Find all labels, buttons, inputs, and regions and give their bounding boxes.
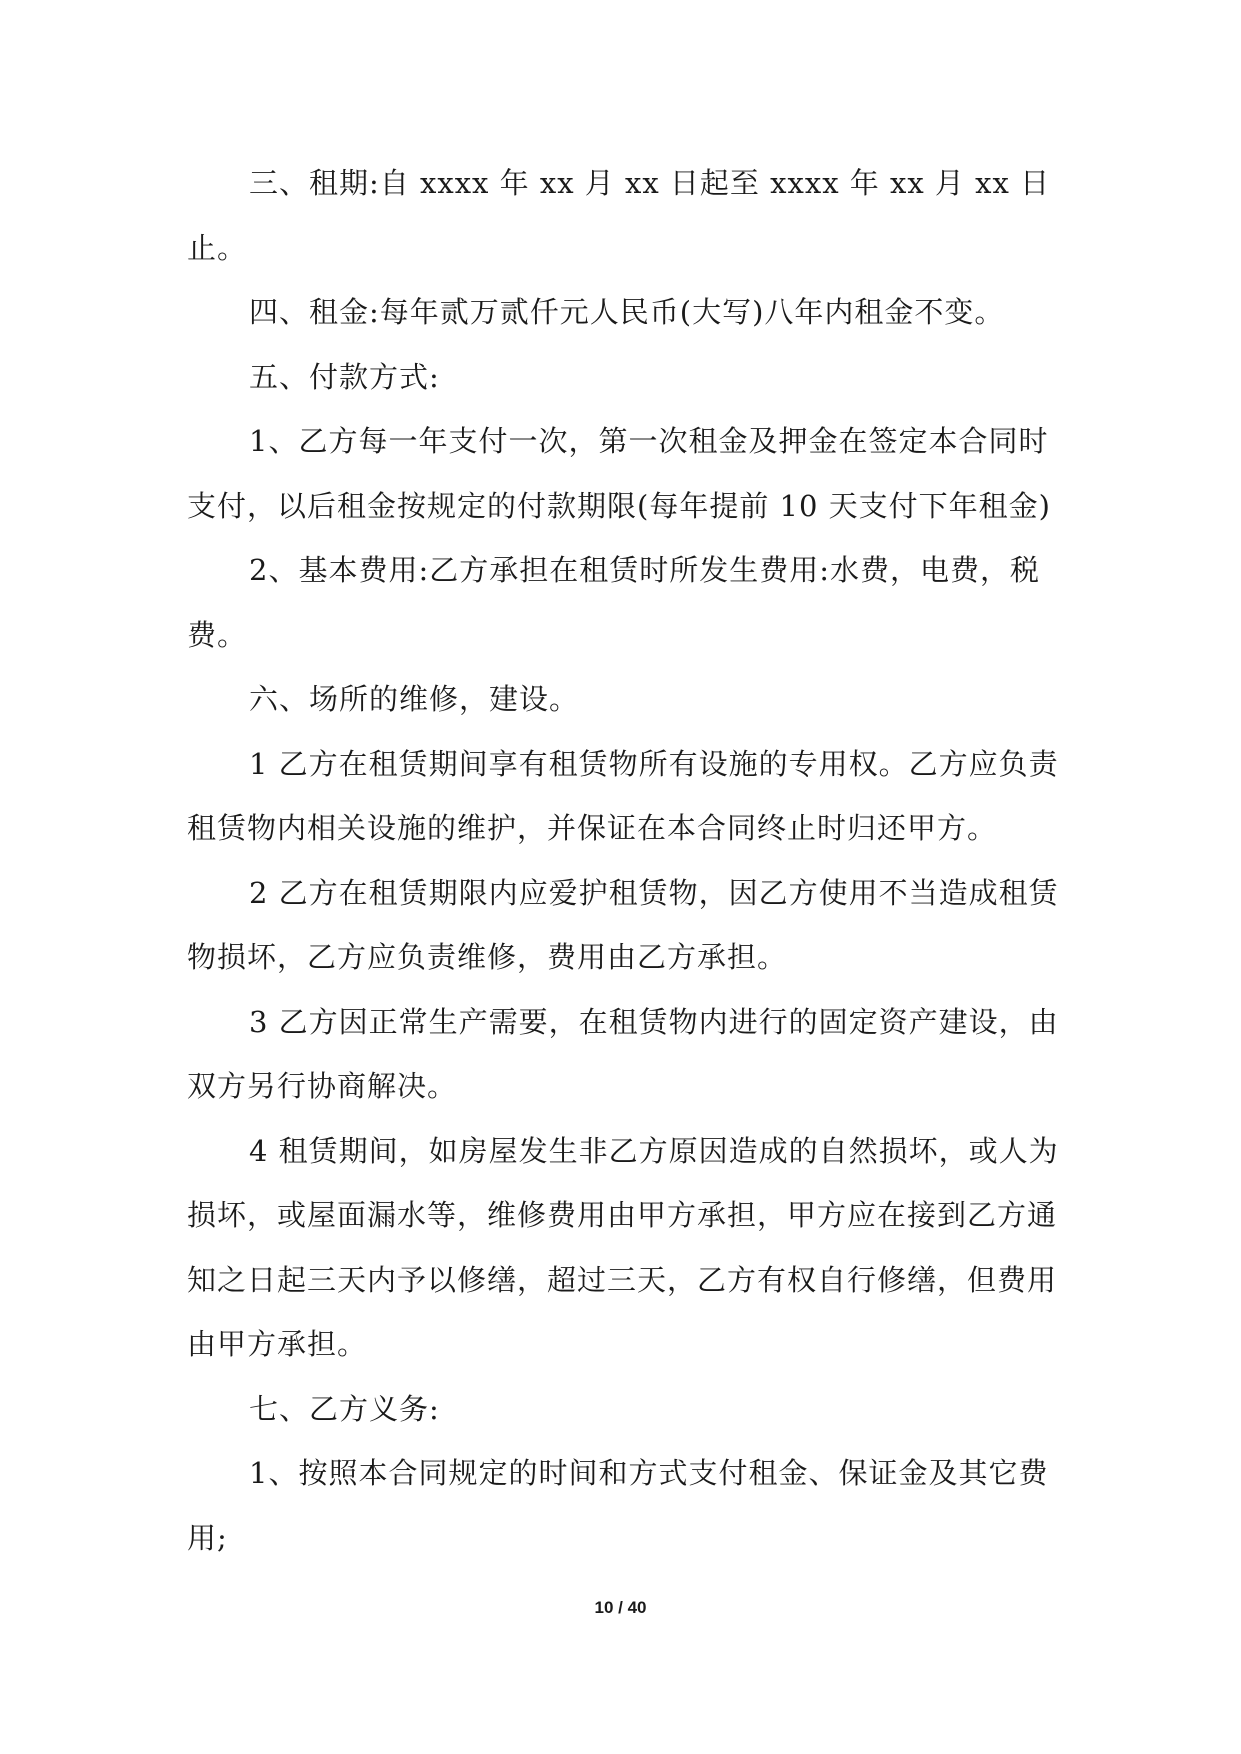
clause-lease-term: 三、租期:自 xxxx 年 xx 月 xx 日起至 xxxx 年 xx 月 xx 日止。	[187, 166, 1051, 265]
clause-payment-heading: 五、付款方式:	[249, 359, 440, 394]
clause-maintenance-item-1: 1 乙方在租赁期间享有租赁物所有设施的专用权。乙方应负责租赁物内相关设施的维护，并保证在本合同终止时归还甲方。	[187, 746, 1059, 845]
clause-payment-item-1: 1、乙方每一年支付一次，第一次租金及押金在签定本合同时支付，以后租金按规定的付款期限(每年提前 10 天支付下年租金)	[187, 424, 1051, 523]
clause-obligations-heading: 七、乙方义务:	[249, 1391, 440, 1426]
clause-maintenance-heading: 六、场所的维修，建设。	[249, 682, 580, 716]
clause-maintenance-item-2: 2 乙方在租赁期限内应爱护租赁物，因乙方使用不当造成租赁物损坏，乙方应负责维修，费用由乙方承担。	[187, 875, 1059, 974]
clause-payment-item-2: 2、基本费用:乙方承担在租赁时所发生费用:水费，电费，税费。	[187, 553, 1040, 652]
page-number: 10 / 40	[594, 1598, 647, 1617]
clause-rent: 四、租金:每年贰万贰仟元人民币(大写)八年内租金不变。	[249, 295, 1005, 329]
clause-maintenance-item-3: 3 乙方因正常生产需要，在租赁物内进行的固定资产建设，由双方另行协商解决。	[187, 1004, 1059, 1103]
clause-maintenance-item-4: 4 租赁期间，如房屋发生非乙方原因造成的自然损坏，或人为损坏，或屋面漏水等，维修费用由甲方承担，甲方应在接到乙方通知之日起三天内予以修缮，超过三天，乙方有权自行修缮，但费用由甲方承担。	[187, 1133, 1059, 1361]
clause-obligations-item-1: 1、按照本合同规定的时间和方式支付租金、保证金及其它费用;	[187, 1456, 1049, 1555]
document-body	[187, 151, 1067, 1570]
